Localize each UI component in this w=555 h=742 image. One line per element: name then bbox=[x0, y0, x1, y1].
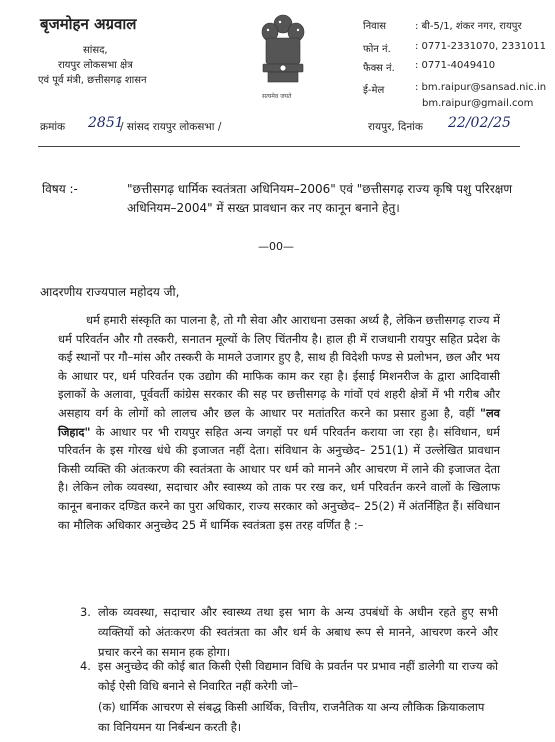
phone-label: फोन नं. bbox=[363, 44, 391, 55]
kramank-number: 2851 bbox=[88, 115, 124, 131]
email-value-2[interactable]: bm.raipur@gmail.com bbox=[422, 98, 534, 109]
fax-label: फैक्स नं. bbox=[363, 63, 395, 74]
subject-text: "छत्तीसगढ़ धार्मिक स्वतंत्रता अधिनियम–2006" एवं "छत्तीसगढ़ राज्य कृषि पशु परिरक्षण अधिनियम–2004" में सख्त प्रावधान कर नए कानून बनाने हेतु। bbox=[127, 182, 513, 215]
email-value-1[interactable]: : bm.raipur@sansad.nic.in bbox=[415, 82, 547, 93]
email-label: ई-मेल bbox=[363, 85, 385, 96]
phone-value: : 0771-2331070, 2331011 bbox=[415, 41, 547, 52]
emblem-motto: सत्यमेव जयते bbox=[262, 93, 292, 100]
place-date-label: रायपुर, दिनांक bbox=[368, 121, 423, 133]
list-item-number: 3. bbox=[80, 605, 91, 619]
kramank-label: क्रमांक bbox=[40, 121, 66, 133]
sender-title: सांसद, bbox=[83, 45, 108, 56]
sender-constituency: रायपुर लोकसभा क्षेत्र bbox=[58, 60, 133, 71]
fax-value: : 0771-4049410 bbox=[415, 60, 496, 71]
salutation: आदरणीय राज्यपाल महोदय जी, bbox=[40, 285, 180, 299]
letter-body bbox=[58, 311, 500, 534]
address-value: : बी-5/1, शंकर नगर, रायपुर bbox=[415, 21, 522, 32]
header-divider bbox=[38, 146, 520, 147]
letter-date: 22/02/25 bbox=[448, 115, 511, 131]
body-part-2: के आधार पर भी रायपुर सहित अन्य जगहों पर धर्म परिवर्तन कराया जा रहा है। संविधान, धर्म परिवर्तन के इस गोरख धंधे की इजाजत नहीं देता। संविधान के अनुच्छेद– 251(1) में उल्लेखित प्रावधान किसी व्यक्ति की अंतःकरण की स्वतंत्रता के आधार पर धर्म को मानने और आचरण में लाने की इजाजत देता है। लेकिन लोक व्यवस्था, सदाचार और स्वास्थ्य को ताक पर रख कर, धर्म परिवर्तन करने वालों के खिलाफ कानून बनाकर दण्डित करने का पुरा अधिकार, राज्य सरकार को अनुच्छेद– 25(2) में अंतर्निहित हैं। संविधान का मौलिक अधिकार अनुच्छेद 25 में धार्मिक स्वतंत्रता इस तरह वर्णित है :– bbox=[58, 424, 500, 532]
sublist-item-text: (क) धार्मिक आचरण से संबद्ध किसी आर्थिक, वित्तीय, राजनैतिक या अन्य लौकिक क्रियाकलाप का विनियमन या निर्बन्धन करती है। bbox=[98, 700, 485, 734]
sublist-item bbox=[98, 697, 498, 737]
address-label: निवास bbox=[363, 21, 387, 32]
section-divider: —00— bbox=[258, 240, 294, 253]
national-emblem-icon bbox=[258, 10, 308, 102]
list-item-number: 4. bbox=[80, 659, 91, 673]
sender-former-post: एवं पूर्व मंत्री, छत्तीसगढ़ शासन bbox=[38, 75, 147, 86]
subject-label: विषय :- bbox=[42, 182, 78, 196]
list-item-text: लोक व्यवस्था, सदाचार और स्वास्थ्य तथा इस भाग के अन्य उपबंधों के अधीन रहते हुए सभी व्यक्तियों को अंतःकरण की स्वतंत्रता का और धर्म के अबाध रूप से मानने, आचरण करने और प्रचार करने का समान हक होगा। bbox=[98, 605, 498, 659]
sender-name: बृजमोहन अग्रवाल bbox=[40, 15, 137, 33]
list-item bbox=[80, 602, 500, 659]
list-item-text: इस अनुच्छेद की कोई बात किसी ऐसी विद्यमान विधि के प्रवर्तन पर प्रभाव नहीं डालेगी या राज्य को कोई ऐसी विधि बनाने से निवारित नहीं करेगी जो– bbox=[98, 659, 498, 693]
list-item bbox=[80, 656, 500, 696]
office-label: / सांसद रायपुर लोकसभा / bbox=[120, 121, 222, 133]
body-highlight: "लव जिहाद" bbox=[58, 405, 501, 439]
body-part-1: धर्म हमारी संस्कृति का पालना है, तो गौ सेवा और आराधना उसका अर्ध्य है, लेकिन छत्तीसगढ़ राज्य में धर्म परिवर्तन और गौ तस्करी, सनातन मूल्यों के लिए चिंतनीय है। हाल ही में राजधानी रायपुर सहित प्रदेश के कई स्थानों पर गौ–मांस और तस्करी के मामले उजागर हुए है, साथ ही विदेशी फण्ड से प्रलोभन, छल और भय के आधार पर, धर्म परिवर्तन एक उद्योग की माफिक काम कर रहा है। ईसाई मिशनरीज के द्वारा आदिवासी इलाकों के अलावा, पूर्ववर्ती कांग्रेस सरकार की सह पर छत्तीसगढ़ के गांवों एवं शहरी क्षेत्रों में भी गरीब और असहाय वर्ग के लोगों को लालच और छल के आधार पर मतांतरित करने का प्रसार हुआ है, वहीं bbox=[58, 313, 500, 420]
